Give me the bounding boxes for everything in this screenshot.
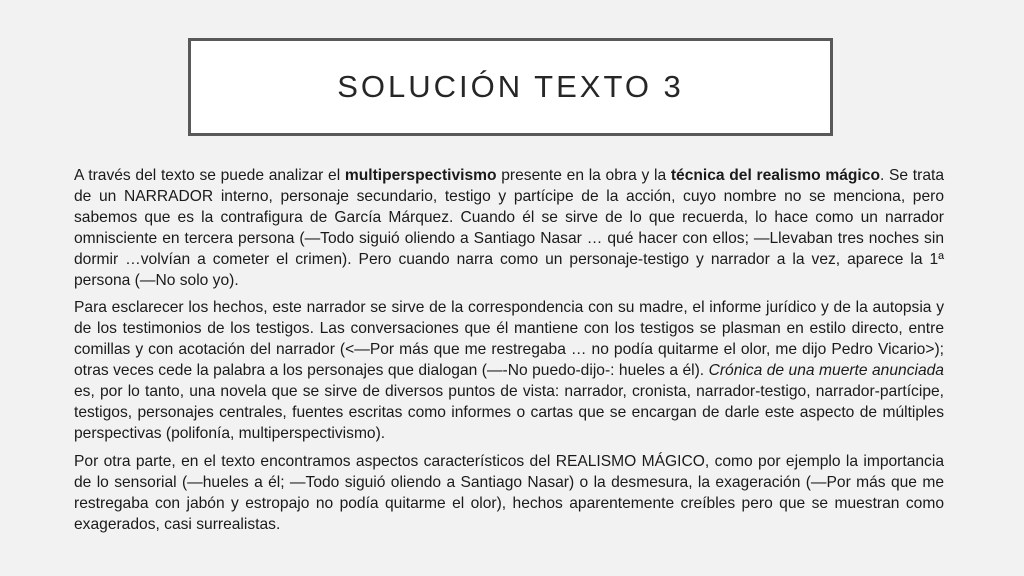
book-title: Crónica de una muerte anunciada [708,362,944,380]
paragraph-3 [74,452,944,536]
paragraph-2 [74,298,944,444]
term-multiperspectivismo: multiperspectivismo [344,167,497,184]
title-box [188,38,833,136]
body-text [74,166,944,542]
slide-title: SOLUCIÓN TEXTO 3 [337,69,684,104]
term-realismo-magico: técnica del realismo mágico [670,167,880,184]
paragraph-1-text-1: A través del texto se puede analizar el [74,167,345,184]
paragraph-2-text-1: Para esclarecer los hechos, este narrador se sirve de la correspondencia con su madre, el informe jurídico y de la autopsia y de los testimonios de los testigos. Las conversaciones que él mantiene con los testigos se plasman en estilo directo, entre comillas y con acotación del narrador (<—Por más que me restregaba … no podía quitarme el olor, me dijo Pedro Vicario>); otras veces cede la palabra a los personajes que dialogan (—-No puedo-dijo-: hueles a él). [74,299,944,380]
paragraph-1-text-2: presente en la obra y la [496,167,671,184]
paragraph-2-text-2: es, por lo tanto, una novela que se sirve de diversos puntos de vista: narrador, cronista, narrador-testigo, narrador-partícipe, testigos, personajes centrales, fuentes escritas como informes o cartas que se encargan de darle este aspecto de múltiples perspectivas (polifonía, multiperspectivismo). [74,383,944,442]
paragraph-3-text-1: Por otra parte, en el texto encontramos aspectos característicos del REALISMO MÁGICO, como por ejemplo la importancia de lo sensorial (—hueles a él; —Todo siguió oliendo a Santiago Nasar) o la desmesura, la exageración (—Por más que me restregaba con jabón y estropajo no podía quitarme el olor), hechos aparentemente creíbles pero que se muestran como exagerados, casi surrealistas. [74,452,944,533]
paragraph-1 [74,166,944,291]
paragraph-1-text-3: . Se trata de un NARRADOR interno, personaje secundario, testigo y partícipe de la acción, cuyo nombre no se menciona, pero sabemos que es la contrafigura de García Márquez. Cuando él se sirve de lo que recuerda, lo hace como un narrador omnisciente en tercera persona (—Todo siguió oliendo a Santiago Nasar … qué hacer con ellos; —Llevaban tres noches sin dormir …volvían a cometer el crimen). Pero cuando narra como un personaje-testigo y narrador a la vez, aparece la 1ª persona (—No solo yo). [74,167,944,289]
